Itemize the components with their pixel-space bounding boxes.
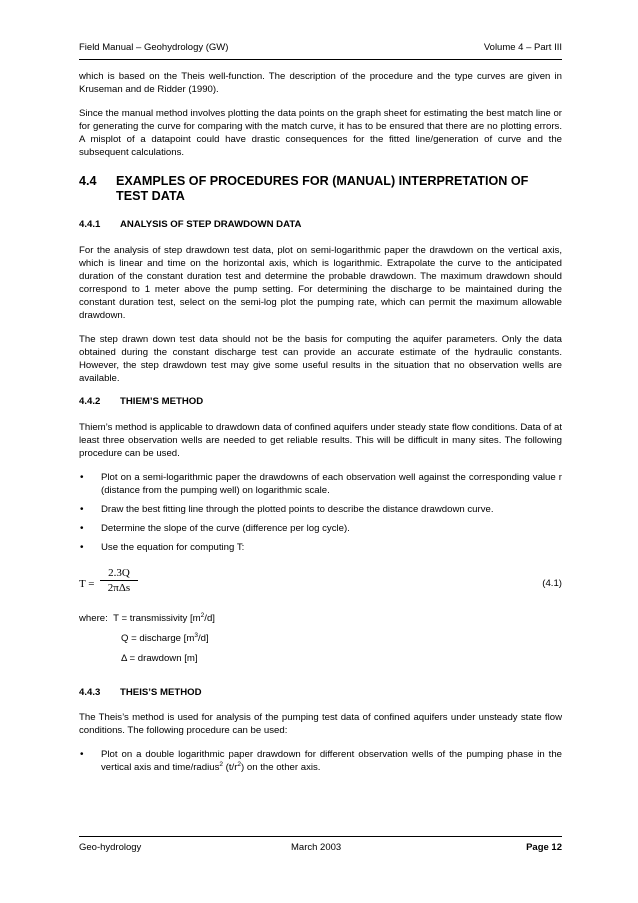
page-body [79, 71, 562, 787]
superscript: 2 [237, 761, 242, 769]
superscript: 2 [200, 611, 205, 619]
equation-4-1 [79, 567, 562, 605]
section-heading-4-4-1 [79, 219, 562, 232]
section-title: ANALYSIS OF STEP DRAWDOWN DATA [120, 219, 302, 231]
section-number: 4.4.1 [79, 219, 101, 231]
definition-text: Q = discharge [m [121, 632, 195, 644]
fraction-bar [100, 580, 138, 581]
definition-row [79, 633, 562, 653]
section-title: EXAMPLES OF PROCEDURES FOR (MANUAL) INTERPRETATION OF TEST DATA [116, 174, 529, 204]
definition-text: Δ = drawdown [m] [121, 652, 198, 664]
bullet-icon: • [80, 522, 84, 534]
section-heading-4-4-3 [79, 687, 562, 700]
paragraph: The Theis’s method is used for analysis of the pumping test data of confined aquifers under unsteady state flow conditions. The following procedure can be used: [79, 712, 562, 737]
list-item-text [101, 749, 562, 775]
equation-number: (4.1) [542, 577, 562, 589]
equation-fraction [100, 567, 138, 596]
theis-procedure-list [79, 749, 562, 775]
where-label: where: [79, 612, 108, 624]
superscript: 2 [219, 761, 223, 769]
section-heading-4-4 [79, 174, 562, 204]
equation-lhs: T = [79, 577, 95, 590]
list-item-text: Use the equation for computing T: [101, 541, 245, 553]
section-title: THEIS’S METHOD [120, 686, 202, 698]
section-number: 4.4.2 [79, 396, 101, 408]
list-item [79, 472, 562, 498]
variable-definitions [79, 613, 562, 673]
section-number: 4.4 [79, 174, 97, 189]
section-heading-4-4-2 [79, 396, 562, 409]
thiem-procedure-list [79, 472, 562, 555]
list-item [79, 749, 562, 775]
paragraph: which is based on the Theis well-function. The description of the procedure and the type curves are given in Kruseman and de Ridder (1990). [79, 71, 562, 95]
header-title: Field Manual – Geohydrology (GW) [79, 42, 229, 53]
list-item-text: Plot on a semi-logarithmic paper the drawdowns of each observation well against the corresponding value r (distance from the pumping well) on logarithmic scale. [101, 472, 562, 496]
paragraph: Thiem’s method is applicable to drawdown data of confined aquifers under steady state flow conditions. Data of at least three observation wells are needed to get reliable results. This will be difficult in many sites. The following procedure can be used. [79, 422, 562, 460]
header-rule [79, 59, 562, 60]
footer-subject: Geo-hydrology [79, 842, 142, 853]
text-run: Plot on a double logarithmic paper drawdown for different observation wells of the pumping phase in the vertical axis and time/radius [101, 749, 562, 774]
page-number: Page 12 [526, 842, 562, 853]
list-item-text: Draw the best fitting line through the plotted points to describe the distance drawdown curve. [101, 503, 494, 515]
footer-date: March 2003 [291, 842, 342, 853]
definition-text: /d] [197, 632, 209, 644]
list-item [79, 542, 562, 555]
definition-text: /d] [204, 612, 215, 624]
page-footer [79, 842, 562, 853]
text-run: ) on the other axis. [241, 762, 321, 774]
equation-denominator: 2πΔs [107, 582, 131, 595]
header-volume: Volume 4 – Part III [483, 42, 562, 53]
paragraph: For the analysis of step drawdown test data, plot on semi-logarithmic paper the drawdown on the vertical axis, which is linear and time on the horizontal axis, which is logarithmic. Extrapolate the curve to the anticipated duration of the constant duration test and determine the probable drawdown. The maximum drawdown should correspond to 1 meter above the pump setting. For determining the discharge to be maintained during the constant duration test, select on the semi-log plot the pumping rate, which can permit the maximum allowable drawdown. [79, 245, 562, 321]
section-number: 4.4.3 [79, 686, 101, 698]
paragraph: The step drawn down test data should not be the basis for computing the aquifer parameters. Only the data obtained during the constant discharge test can provide an accurate estimate of the hydraulic constants. However, the step drawdown test may give some useful results in the situation that no observation wells are available. [79, 333, 562, 384]
definition-row [79, 653, 562, 673]
page-header [79, 42, 562, 53]
text-run: (t/r [223, 762, 238, 774]
list-item [79, 504, 562, 517]
bullet-icon: • [80, 541, 84, 553]
bullet-icon: • [80, 472, 84, 484]
definition-row [79, 613, 562, 633]
bullet-icon: • [80, 503, 84, 515]
list-item [79, 523, 562, 536]
bullet-icon: • [80, 749, 84, 761]
footer-rule [79, 836, 562, 837]
equation-numerator: 2.3Q [108, 566, 130, 579]
definition-text: T = transmissivity [m [113, 612, 201, 624]
superscript: 3 [194, 631, 198, 639]
paragraph: Since the manual method involves plotting the data points on the graph sheet for estimating the best match line or for generating the curve for comparing with the match curve, it has to be ensured that there are no plotting errors. A misplot of a datapoint could have drastic consequences for the fitted line/generation of curve and the subsequent calculations. [79, 107, 562, 158]
list-item-text: Determine the slope of the curve (difference per log cycle). [101, 522, 350, 534]
section-title: THIEM’S METHOD [120, 396, 204, 408]
